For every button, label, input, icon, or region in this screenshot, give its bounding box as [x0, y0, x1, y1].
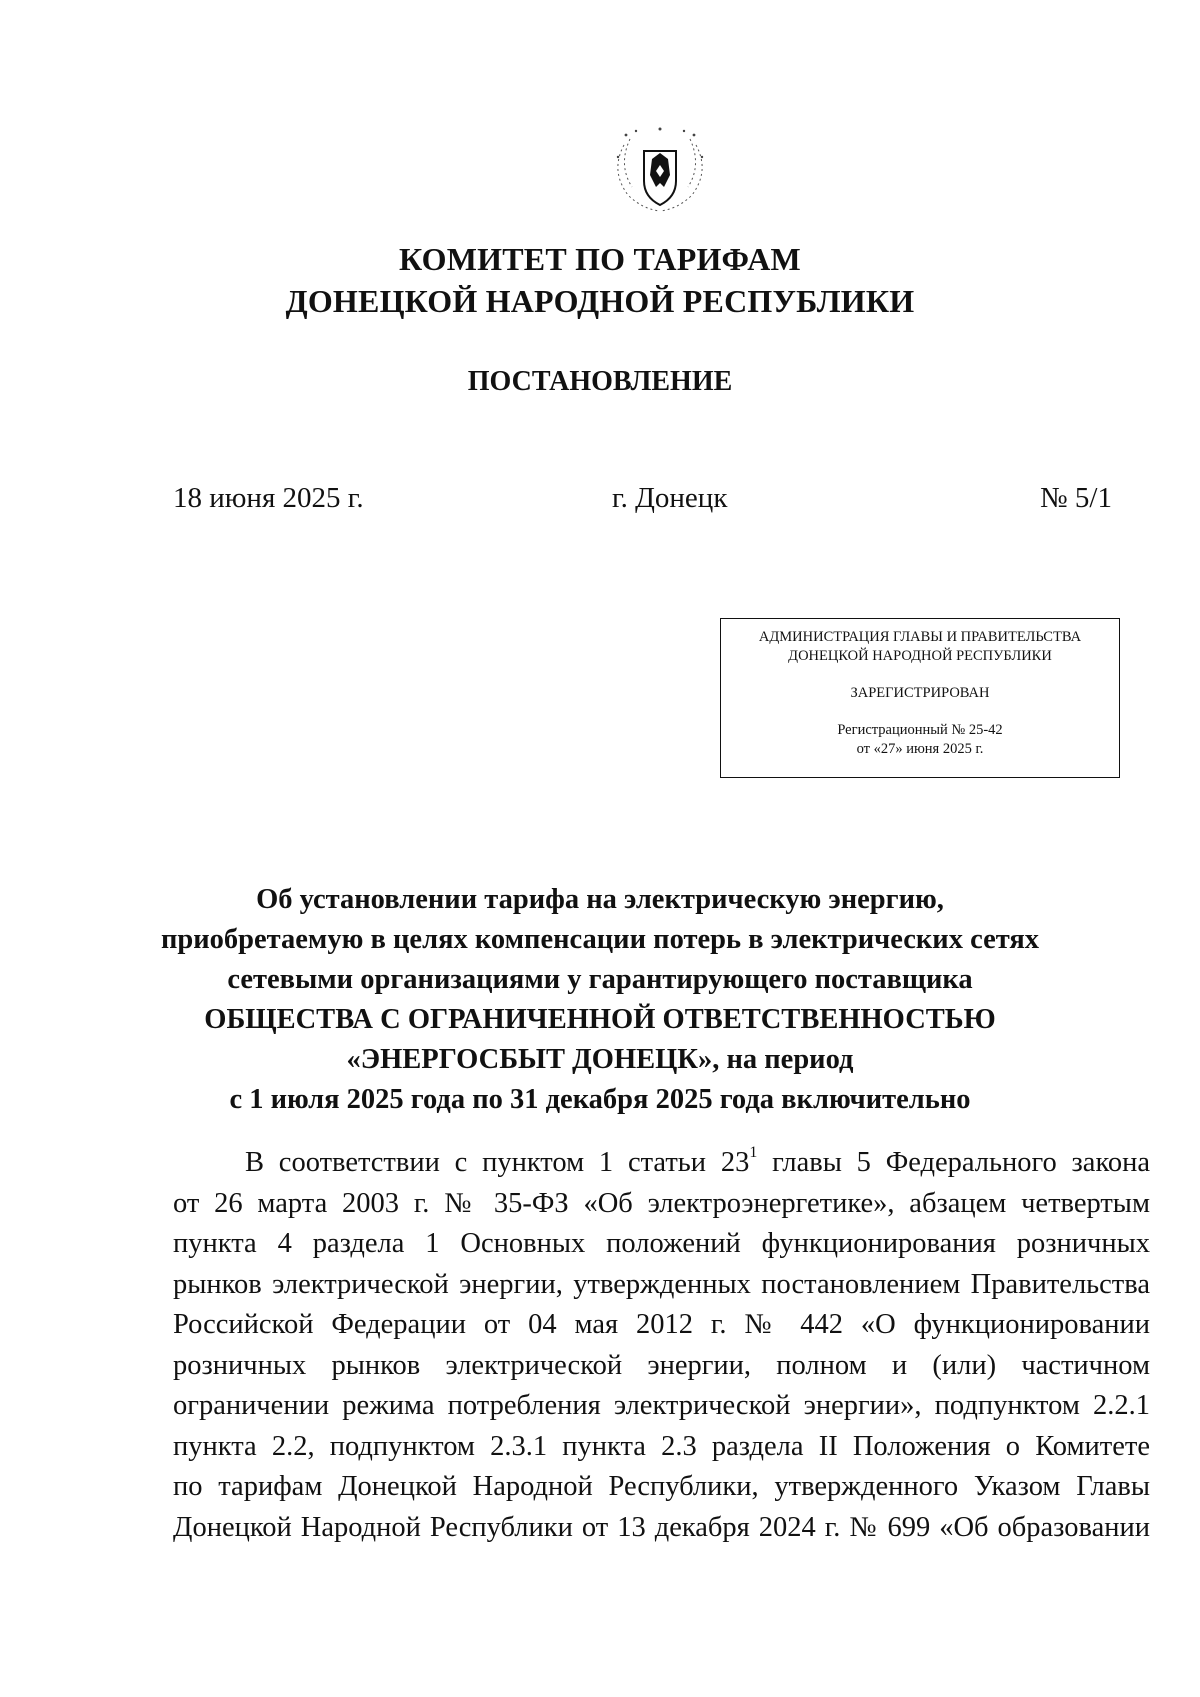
registration-stamp	[720, 618, 1120, 778]
registration-number: Регистрационный № 25-42	[837, 722, 1003, 738]
body-line: пункта 4 раздела 1 Основных положений функционирования розничных	[173, 1228, 1150, 1259]
subject-line: «ЭНЕРГОСБЫТ ДОНЕЦК», на период	[346, 1044, 854, 1075]
subject-line: с 1 июля 2025 года по 31 декабря 2025 года включительно	[229, 1084, 971, 1115]
registration-date: от «27» июня 2025 г.	[856, 741, 984, 757]
body-line: пункта 2.2, подпунктом 2.3.1 пункта 2.3 раздела II Положения о Комитете	[173, 1430, 1150, 1462]
body-line: рынков электрической энергии, утвержденных постановлением Правительства	[173, 1268, 1150, 1300]
body-line-first-start: В соответствии с пунктом 1 статьи 23	[245, 1147, 750, 1178]
registration-status: ЗАРЕГИСТРИРОВАН	[850, 685, 990, 701]
subject-line: Об установлении тарифа на электрическую энергию,	[256, 884, 944, 915]
document-type-heading: ПОСТАНОВЛЕНИЕ	[467, 366, 733, 397]
body-line: по тарифам Донецкой Народной Республики, утвержденного Указом Главы	[173, 1471, 1150, 1502]
body-line: от 26 марта 2003 г. № 35-ФЗ «Об электроэнергетике», абзацем четвертым	[173, 1187, 1150, 1219]
document-city: г. Донецк	[612, 482, 728, 514]
body-line: Российской Федерации от 04 мая 2012 г. № 442 «О функционировании	[173, 1309, 1150, 1340]
registration-authority-line-2: ДОНЕЦКОЙ НАРОДНОЙ РЕСПУБЛИКИ	[788, 648, 1052, 664]
subject-line: приобретаемую в целях компенсации потерь в электрических сетях	[160, 924, 1040, 955]
document-subject	[0, 880, 1200, 1120]
coat-of-arms-emblem	[604, 125, 716, 217]
article-superscript: 1	[749, 1144, 758, 1161]
subject-line: сетевыми организациями у гарантирующего поставщика	[227, 964, 973, 995]
body-line: ограничении режима потребления электрической энергии», подпунктом 2.2.1	[173, 1390, 1150, 1421]
registration-authority-line-1: АДМИНИСТРАЦИЯ ГЛАВЫ И ПРАВИТЕЛЬСТВА	[758, 629, 1082, 645]
body-line-first	[173, 1143, 1150, 1184]
organization-title	[0, 238, 1200, 322]
org-title-line-2: ДОНЕЦКОЙ НАРОДНОЙ РЕСПУБЛИКИ	[285, 283, 915, 319]
body-paragraph	[173, 1143, 1150, 1548]
org-title-line-1: КОМИТЕТ ПО ТАРИФАМ	[399, 241, 801, 277]
body-line: розничных рынков электрической энергии, полном и (или) частичном	[173, 1349, 1150, 1381]
body-line: Донецкой Народной Республики от 13 декабря 2024 г. № 699 «Об образовании	[173, 1511, 1150, 1543]
document-number: № 5/1	[1040, 482, 1112, 514]
document-date: 18 июня 2025 г.	[173, 482, 364, 514]
subject-line: ОБЩЕСТВА С ОГРАНИЧЕННОЙ ОТВЕТСТВЕННОСТЬЮ	[204, 1004, 996, 1035]
body-line-first-end: главы 5 Федерального закона	[757, 1147, 1150, 1178]
